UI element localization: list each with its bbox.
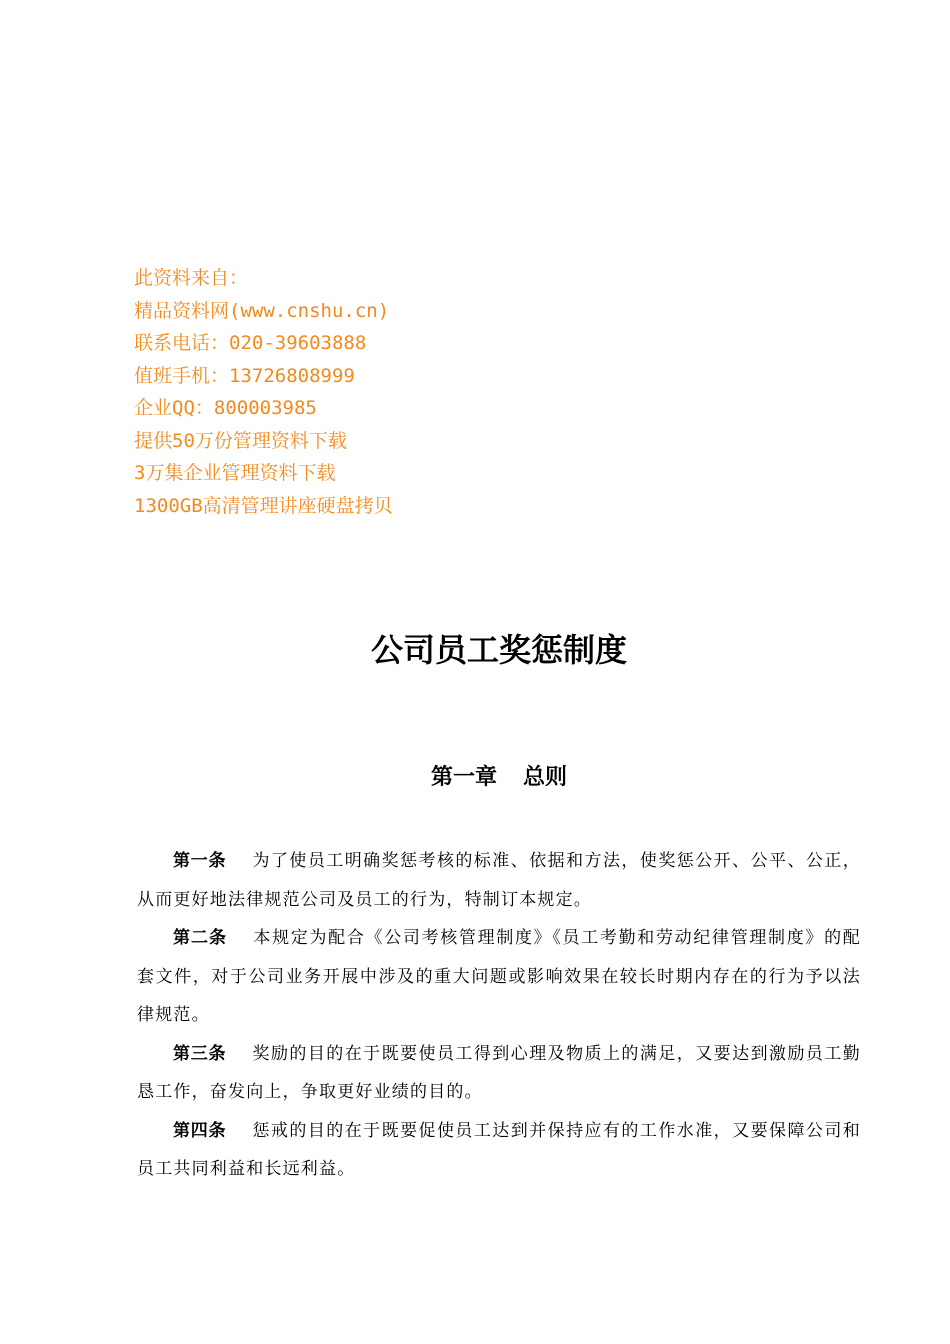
chapter-name: 总则 bbox=[523, 765, 568, 790]
article-text: 本规定为配合《公司考核管理制度》《员工考勤和劳动纪律管理制度》的配套文件，对于公司业务开展中涉及的重大问题或影响效果在较长时期内存在的行为予以法律规范。 bbox=[137, 928, 861, 1025]
source-line-website: 精品资料网(www.cnshu.cn) bbox=[134, 299, 390, 322]
source-info-block bbox=[134, 262, 734, 522]
source-line-offer-3: 1300GB高清管理讲座硬盘拷贝 bbox=[134, 494, 393, 517]
article-number: 第二条 bbox=[173, 928, 227, 948]
chapter-heading bbox=[0, 762, 950, 794]
article-3 bbox=[137, 1035, 861, 1112]
article-2 bbox=[137, 919, 861, 1035]
source-line-phone: 联系电话：020-39603888 bbox=[134, 332, 367, 354]
article-1 bbox=[137, 842, 861, 919]
article-number: 第四条 bbox=[173, 1120, 227, 1141]
article-text: 奖励的目的在于既要使员工得到心理及物质上的满足，又要达到激励员工勤恳工作，奋发向上，争取更好业绩的目的。 bbox=[137, 1043, 861, 1102]
source-line-qq: 企业QQ：800003985 bbox=[134, 397, 317, 419]
chapter-number: 第一章 bbox=[430, 765, 497, 790]
article-number: 第一条 bbox=[173, 851, 227, 871]
source-line-offer-1: 提供50万份管理资料下载 bbox=[134, 429, 347, 452]
source-line-from: 此资料来自： bbox=[134, 267, 249, 289]
article-number: 第三条 bbox=[173, 1043, 227, 1064]
article-text: 惩戒的目的在于既要促使员工达到并保持应有的工作水准，又要保障公司和员工共同利益和长远利益。 bbox=[137, 1120, 861, 1179]
source-line-mobile: 值班手机：13726808999 bbox=[134, 364, 355, 387]
source-line-offer-2: 3万集企业管理资料下载 bbox=[134, 462, 336, 484]
article-4 bbox=[137, 1112, 861, 1189]
document-title: 公司员工奖惩制度 bbox=[370, 631, 627, 669]
articles-section bbox=[137, 842, 861, 1189]
article-text: 为了使员工明确奖惩考核的标准、依据和方法，使奖惩公开、公平、公正，从而更好地法律规范公司及员工的行为，特制订本规定。 bbox=[137, 851, 861, 910]
